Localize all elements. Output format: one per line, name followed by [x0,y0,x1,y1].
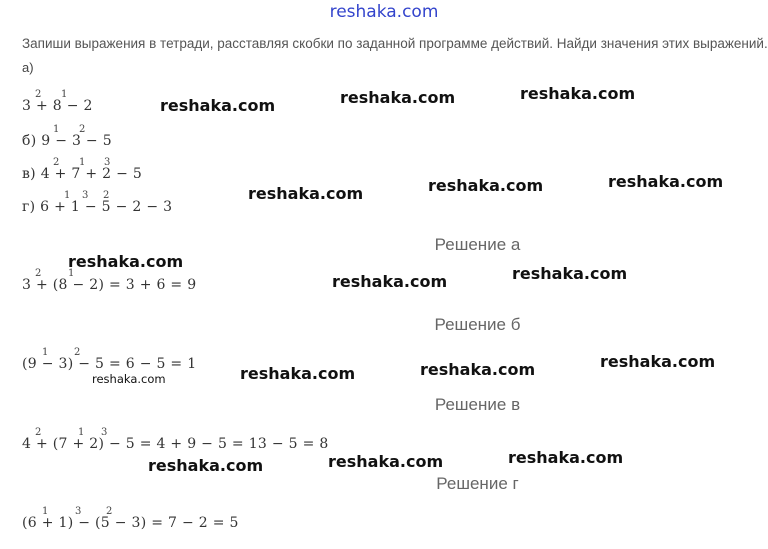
order-mark: 1 [42,347,49,358]
task-text: Запиши выражения в тетради, расставляя скобки по заданной программе действий. Найди значения этих выражений. [22,36,768,51]
solution-b-heading: Решение б [434,315,521,334]
watermark: reshaka.com [248,184,364,203]
watermark: reshaka.com [420,360,536,379]
order-mark: 1 [42,506,49,517]
order-mark: 3 [82,190,89,201]
watermark: reshaka.com [600,352,716,371]
order-mark: 3 [104,157,111,168]
order-mark: 1 [68,268,75,279]
order-mark: 1 [64,190,71,201]
solution-a-expression: 3 + (8 − 2) = 3 + 6 = 9 [22,277,197,293]
watermark: reshaka.com [332,272,448,291]
order-mark: 2 [35,427,42,438]
order-mark: 1 [78,427,85,438]
order-mark: 1 [61,89,68,100]
watermark: reshaka.com [608,172,724,191]
solution-a-heading: Решение а [434,235,521,254]
solution-g-heading: Решение г [436,474,519,493]
solution-v-expression: 4 + (7 + 2) − 5 = 4 + 9 − 5 = 13 − 5 = 8 [22,436,329,452]
watermark: reshaka.com [508,448,624,467]
watermark: reshaka.com [148,456,264,475]
solution-v-heading: Решение в [434,395,521,414]
watermark: reshaka.com [68,252,184,271]
order-mark: 3 [75,506,82,517]
watermark: reshaka.com [512,264,628,283]
item-v-expression: в) 4 + 7 + 2 − 5 [22,166,143,182]
watermark: reshaka.com [520,84,636,103]
order-mark: 2 [35,89,42,100]
site-title-link[interactable]: reshaka.com [329,2,439,22]
watermark: reshaka.com [160,96,276,115]
watermark: reshaka.com [428,176,544,195]
order-mark: 2 [53,157,60,168]
order-mark: 2 [106,506,113,517]
order-mark: 2 [35,268,42,279]
order-mark: 2 [103,190,110,201]
order-mark: 3 [101,427,108,438]
order-mark: 1 [79,157,86,168]
watermark: reshaka.com [240,364,356,383]
item-a-expression: 3 + 8 − 2 [22,98,93,114]
order-mark: 2 [74,347,81,358]
order-mark: 1 [53,124,60,135]
item-a-label: а) [22,60,34,75]
watermark: reshaka.com [340,88,456,107]
item-b-expression: б) 9 − 3 − 5 [22,133,112,149]
watermark: reshaka.com [92,372,166,386]
solution-g-expression: (6 + 1) − (5 − 3) = 7 − 2 = 5 [22,515,239,531]
order-mark: 2 [79,124,86,135]
item-g-expression: г) 6 + 1 − 5 − 2 − 3 [22,199,173,215]
watermark: reshaka.com [328,452,444,471]
solution-b-expression: (9 − 3) − 5 = 6 − 5 = 1 [22,356,197,372]
